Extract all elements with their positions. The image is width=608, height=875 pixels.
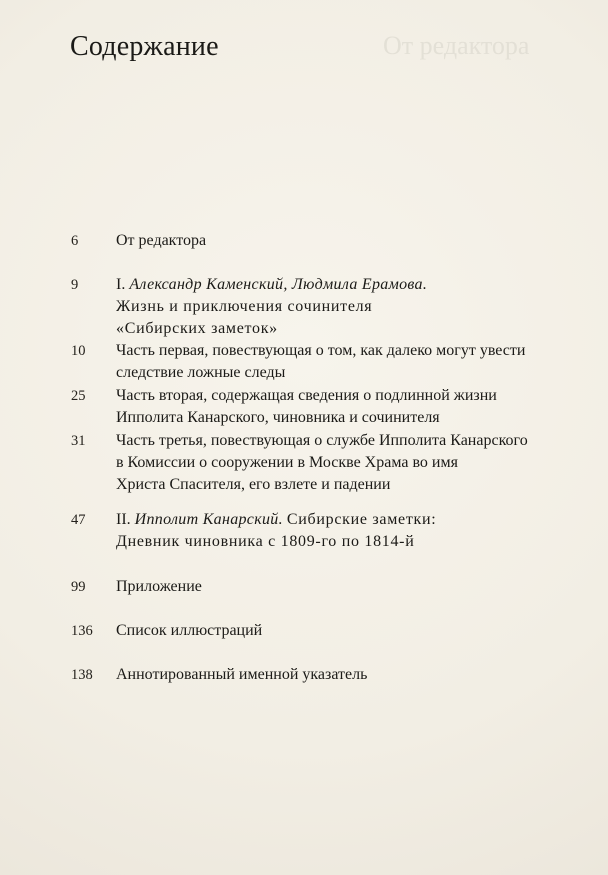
toc-authors: Александр Каменский, Людмила Ерамова. bbox=[129, 276, 428, 293]
toc-line: Список иллюстраций bbox=[116, 622, 263, 639]
toc-entry-text bbox=[116, 509, 436, 553]
toc-line: Приложение bbox=[116, 578, 202, 595]
toc-page-number: 25 bbox=[71, 388, 86, 404]
toc-line: «Сибирских заметок» bbox=[116, 320, 278, 337]
toc-entry-text bbox=[116, 230, 206, 252]
toc-line: Дневник чиновника с 1809-го по 1814-й bbox=[116, 533, 415, 550]
toc-page-number: 99 bbox=[71, 579, 86, 595]
toc-line: Аннотированный именной указатель bbox=[116, 666, 368, 683]
toc-line: От редактора bbox=[116, 232, 207, 249]
toc-author-line bbox=[116, 509, 436, 531]
toc-entry-text bbox=[116, 576, 202, 598]
toc-line: Христа Спасителя, его взлете и падении bbox=[116, 476, 391, 493]
toc-entry-text bbox=[116, 274, 427, 340]
toc-entry-text bbox=[116, 664, 367, 686]
toc-page-number: 138 bbox=[71, 667, 93, 683]
toc-authors: Ипполит Канарский. bbox=[134, 511, 283, 528]
toc-section-number: II. bbox=[116, 511, 131, 528]
toc-page-number: 31 bbox=[71, 433, 86, 449]
toc-page-number: 47 bbox=[71, 512, 86, 528]
toc-page-number: 136 bbox=[71, 623, 93, 639]
toc-line: следствие ложные следы bbox=[116, 364, 286, 381]
toc-page-number: 6 bbox=[71, 233, 79, 249]
toc-line: Ипполита Канарского, чиновника и сочинителя bbox=[116, 409, 440, 426]
toc-line: Часть третья, повествующая о службе Ипполита Канарского bbox=[116, 432, 528, 449]
page-title: Содержание bbox=[70, 31, 219, 62]
toc-line: Часть вторая, содержащая сведения о подлинной жизни bbox=[116, 387, 497, 404]
toc-line: Жизнь и приключения сочинителя bbox=[116, 298, 373, 315]
toc-title-start: Сибирские заметки: bbox=[286, 511, 437, 528]
toc-author-line bbox=[116, 274, 427, 296]
bleed-through-title: От редактора bbox=[383, 31, 530, 60]
toc-entry-text bbox=[116, 340, 525, 384]
toc-line: Часть первая, повествующая о том, как далеко могут увести bbox=[116, 342, 526, 359]
toc-page-number: 10 bbox=[71, 343, 86, 359]
toc-page-number: 9 bbox=[71, 277, 79, 293]
toc-entry-text bbox=[116, 430, 528, 496]
toc-entry-text bbox=[116, 385, 497, 429]
toc-line: в Комиссии о сооружении в Москве Храма во имя bbox=[116, 454, 458, 471]
toc-section-number: I. bbox=[116, 276, 126, 293]
toc-entry-text bbox=[116, 620, 262, 642]
